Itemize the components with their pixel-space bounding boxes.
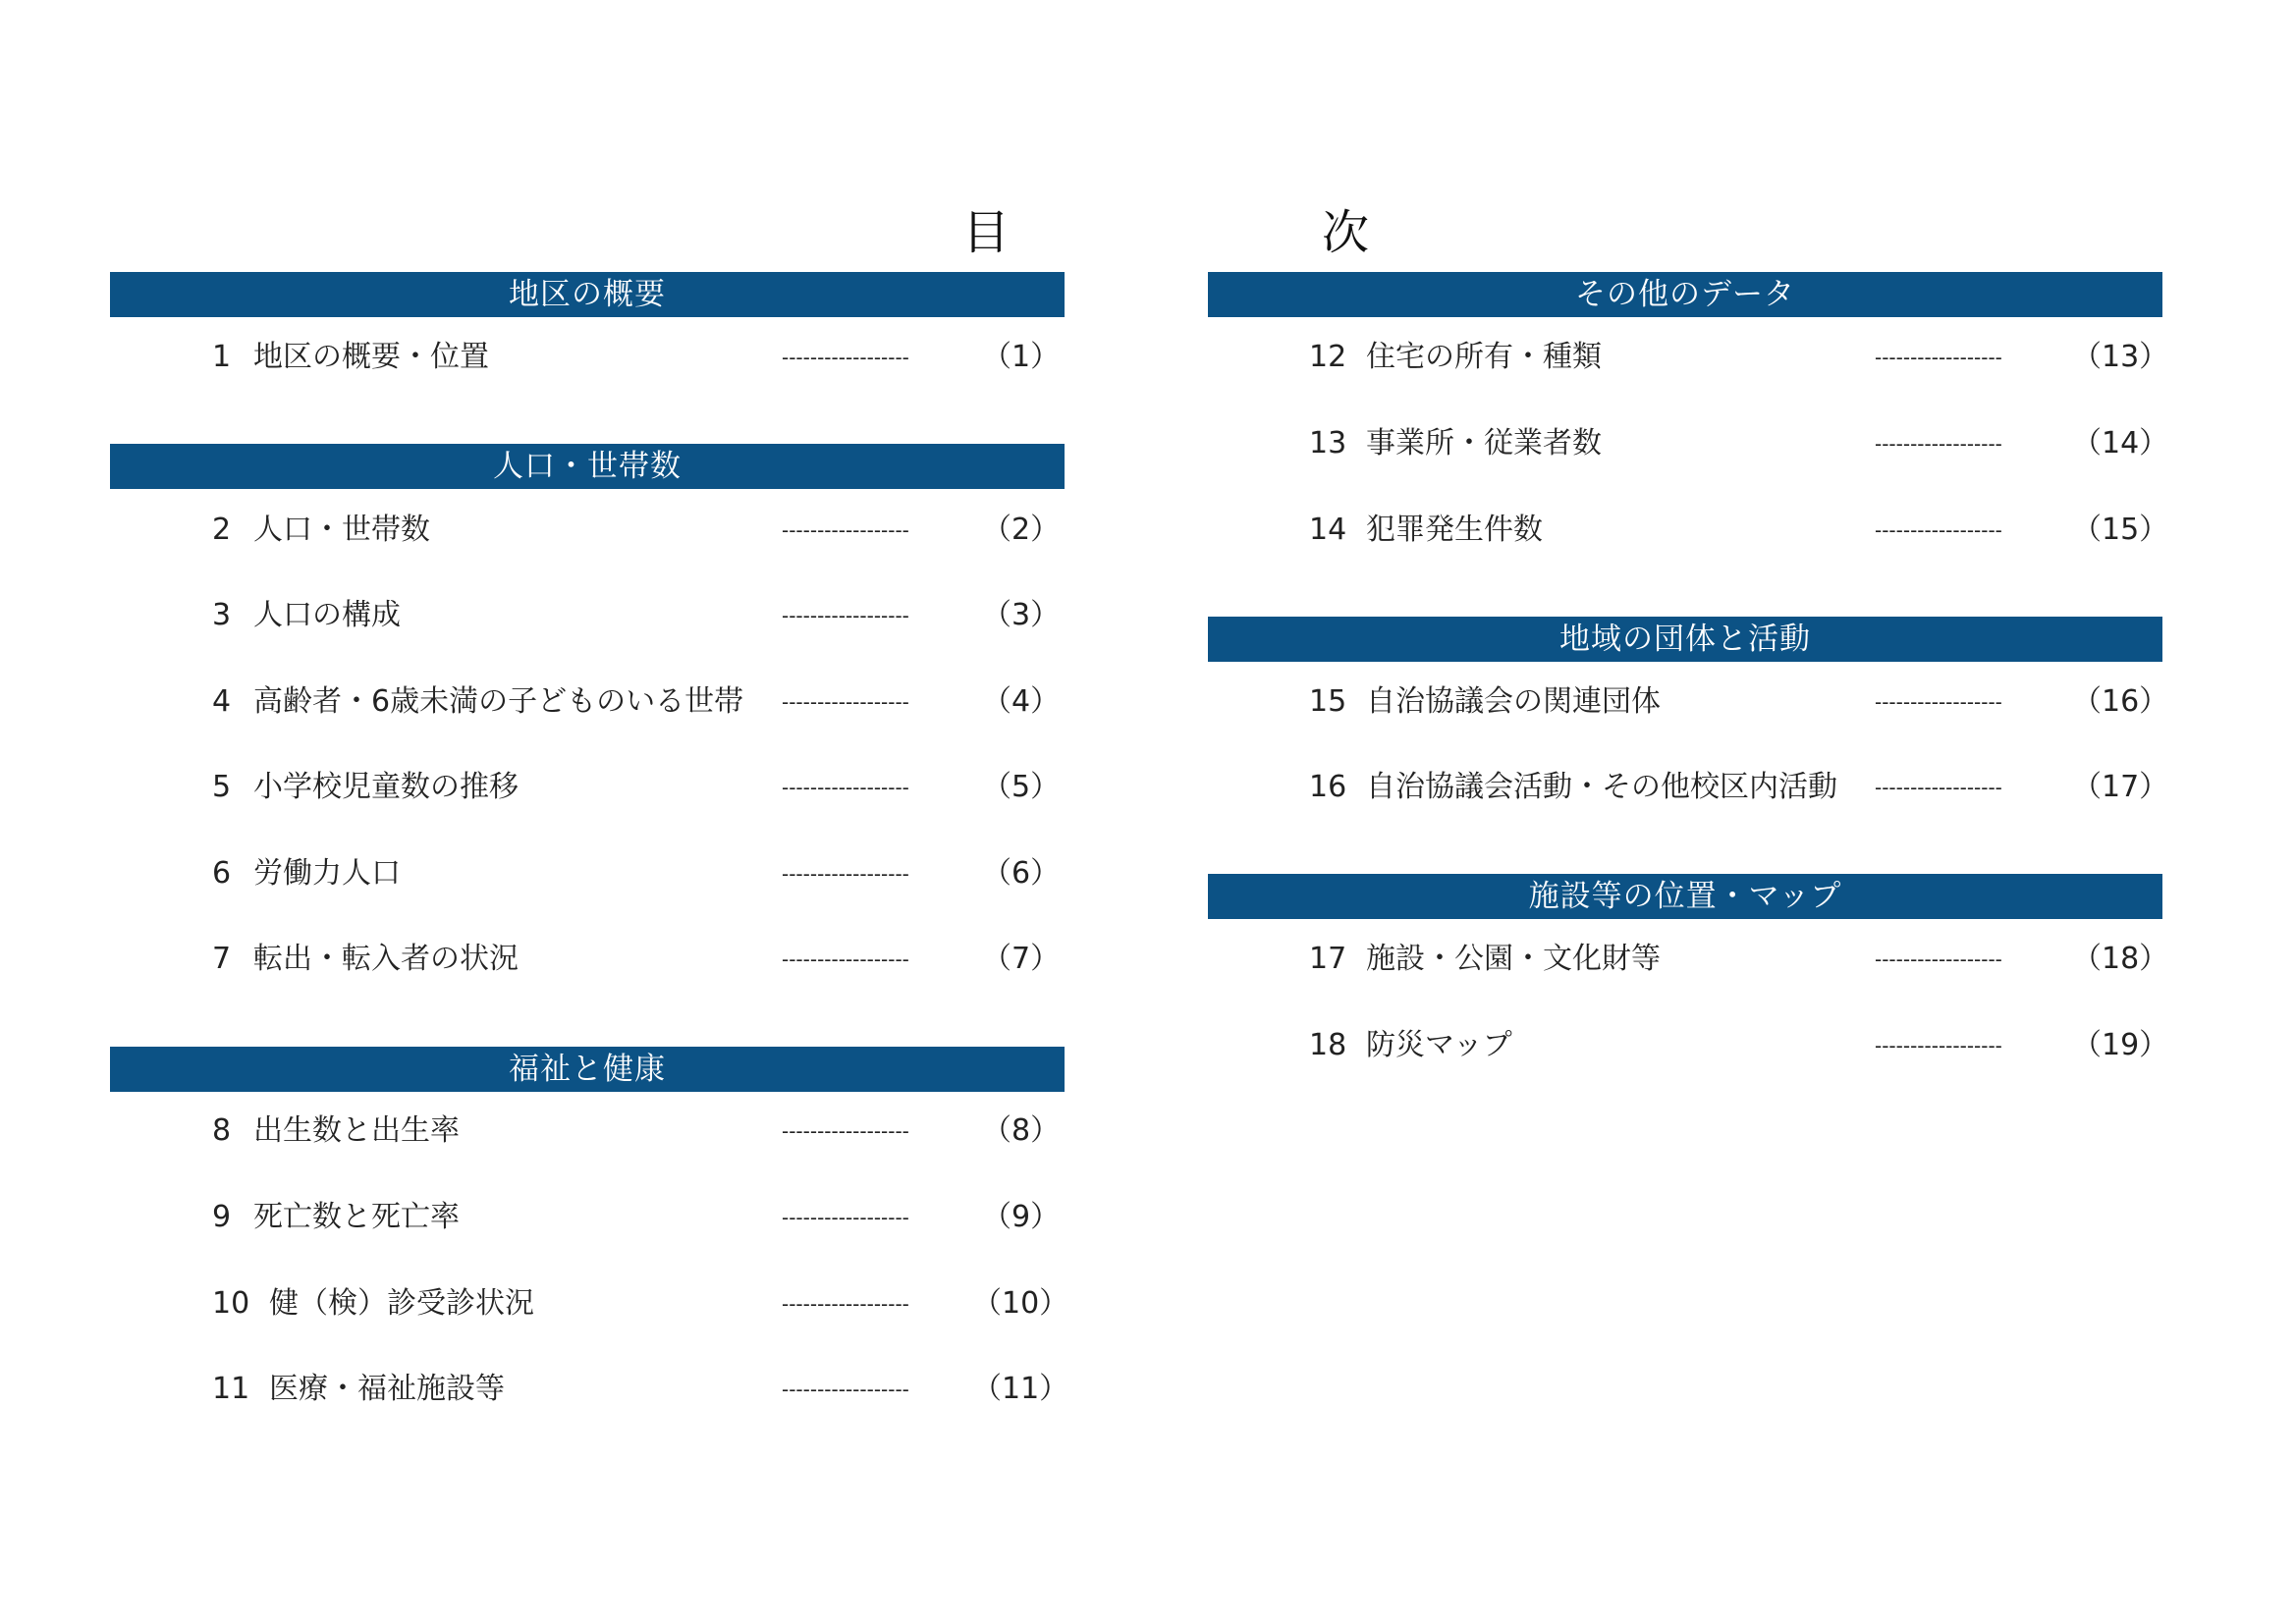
toc-entry-number: 17 — [1309, 942, 1347, 976]
toc-entry-label: 施設・公園・文化財等 — [1366, 942, 1661, 976]
toc-leader-dots: ------------------ — [782, 518, 909, 542]
toc-entry-label: 小学校児童数の推移 — [253, 770, 519, 804]
toc-leader-dots: ------------------ — [1875, 690, 2002, 714]
section-header-district-overview: 地区の概要 — [110, 272, 1065, 317]
toc-entry-number: 6 — [212, 856, 232, 891]
toc-entry[interactable] — [212, 1368, 1069, 1411]
toc-entry-page: （17） — [2072, 770, 2169, 804]
toc-entry[interactable] — [1309, 1024, 2169, 1067]
toc-entry-number: 7 — [212, 942, 232, 976]
toc-entry[interactable] — [212, 852, 1061, 895]
toc-entry-page: （19） — [2072, 1028, 2169, 1062]
toc-leader-dots: ------------------ — [782, 690, 909, 714]
toc-entry-page: （14） — [2072, 426, 2169, 460]
toc-entry-page: （6） — [982, 856, 1061, 891]
toc-entry-number: 15 — [1309, 684, 1347, 719]
section-header-facility-map: 施設等の位置・マップ — [1208, 874, 2162, 919]
toc-entry-number: 2 — [212, 513, 232, 547]
toc-entry[interactable] — [1309, 680, 2169, 724]
toc-leader-dots: ------------------ — [782, 346, 909, 369]
toc-entry-number: 12 — [1309, 340, 1347, 374]
toc-entry-page: （11） — [972, 1372, 1069, 1406]
toc-entry-label: 自治協議会活動・その他校区内活動 — [1366, 770, 1837, 804]
toc-leader-dots: ------------------ — [1875, 1034, 2002, 1057]
toc-entry-label: 出生数と出生率 — [253, 1113, 460, 1148]
toc-entry[interactable] — [212, 766, 1061, 809]
toc-entry-label: 事業所・従業者数 — [1366, 426, 1602, 460]
toc-entry-number: 10 — [212, 1286, 250, 1321]
toc-leader-dots: ------------------ — [782, 604, 909, 627]
toc-entry[interactable] — [212, 1110, 1061, 1153]
toc-entry[interactable] — [212, 938, 1061, 981]
toc-leader-dots: ------------------ — [782, 1292, 909, 1316]
toc-entry-page: （1） — [982, 340, 1061, 374]
toc-entry[interactable] — [212, 509, 1061, 552]
toc-entry-page: （3） — [982, 598, 1061, 632]
toc-entry-label: 自治協議会の関連団体 — [1366, 684, 1661, 719]
toc-entry-label: 健（検）診受診状況 — [269, 1286, 534, 1321]
toc-leader-dots: ------------------ — [1875, 518, 2002, 542]
toc-entry-page: （8） — [982, 1113, 1061, 1148]
toc-entry-label: 労働力人口 — [253, 856, 401, 891]
section-header-community-groups: 地域の団体と活動 — [1208, 617, 2162, 662]
toc-entry[interactable] — [1309, 766, 2169, 809]
toc-entry-number: 11 — [212, 1372, 250, 1406]
toc-leader-dots: ------------------ — [1875, 947, 2002, 971]
toc-leader-dots: ------------------ — [782, 1206, 909, 1229]
toc-entry[interactable] — [1309, 422, 2169, 465]
toc-entry-label: 転出・転入者の状況 — [253, 942, 519, 976]
toc-leader-dots: ------------------ — [1875, 776, 2002, 799]
toc-entry-page: （2） — [982, 513, 1061, 547]
toc-entry-label: 防災マップ — [1366, 1028, 1512, 1062]
toc-entry-number: 18 — [1309, 1028, 1347, 1062]
toc-entry-page: （18） — [2072, 942, 2169, 976]
toc-entry-page: （13） — [2072, 340, 2169, 374]
toc-leader-dots: ------------------ — [782, 862, 909, 886]
toc-entry-label: 犯罪発生件数 — [1366, 513, 1543, 547]
toc-leader-dots: ------------------ — [1875, 346, 2002, 369]
toc-entry[interactable] — [212, 594, 1061, 637]
toc-entry[interactable] — [1309, 938, 2169, 981]
toc-entry-label: 死亡数と死亡率 — [253, 1200, 460, 1234]
toc-entry[interactable] — [212, 1196, 1061, 1239]
toc-entry-number: 14 — [1309, 513, 1347, 547]
toc-entry-number: 8 — [212, 1113, 232, 1148]
toc-leader-dots: ------------------ — [782, 1119, 909, 1143]
toc-entry-page: （16） — [2072, 684, 2169, 719]
toc-entry[interactable] — [1309, 509, 2169, 552]
toc-entry-number: 1 — [212, 340, 232, 374]
toc-entry-number: 5 — [212, 770, 232, 804]
toc-leader-dots: ------------------ — [782, 776, 909, 799]
toc-leader-dots: ------------------ — [782, 1378, 909, 1401]
toc-entry-number: 13 — [1309, 426, 1347, 460]
toc-entry-page: （5） — [982, 770, 1061, 804]
toc-entry[interactable] — [212, 680, 1061, 724]
toc-entry-page: （10） — [972, 1286, 1069, 1321]
toc-entry-page: （4） — [982, 684, 1061, 719]
toc-entry-label: 人口の構成 — [253, 598, 401, 632]
toc-entry-label: 高齢者・6歳未満の子どものいる世帯 — [253, 684, 744, 719]
toc-entry-number: 9 — [212, 1200, 232, 1234]
page-title-char-2: 次 — [1322, 205, 1370, 260]
toc-entry-number: 4 — [212, 684, 232, 719]
toc-leader-dots: ------------------ — [782, 947, 909, 971]
section-header-welfare-health: 福祉と健康 — [110, 1047, 1065, 1092]
toc-entry-label: 地区の概要・位置 — [253, 340, 489, 374]
toc-entry-number: 16 — [1309, 770, 1347, 804]
section-header-other-data: その他のデータ — [1208, 272, 2162, 317]
toc-entry-label: 人口・世帯数 — [253, 513, 430, 547]
section-header-population: 人口・世帯数 — [110, 444, 1065, 489]
toc-entry-page: （15） — [2072, 513, 2169, 547]
toc-entry-page: （7） — [982, 942, 1061, 976]
toc-entry-label: 住宅の所有・種類 — [1366, 340, 1602, 374]
toc-entry-number: 3 — [212, 598, 232, 632]
toc-entry-page: （9） — [982, 1200, 1061, 1234]
toc-entry[interactable] — [212, 336, 1061, 379]
toc-entry-label: 医療・福祉施設等 — [269, 1372, 505, 1406]
page-title-char-1: 目 — [962, 205, 1011, 260]
toc-entry[interactable] — [212, 1282, 1069, 1326]
toc-leader-dots: ------------------ — [1875, 432, 2002, 456]
toc-entry[interactable] — [1309, 336, 2169, 379]
